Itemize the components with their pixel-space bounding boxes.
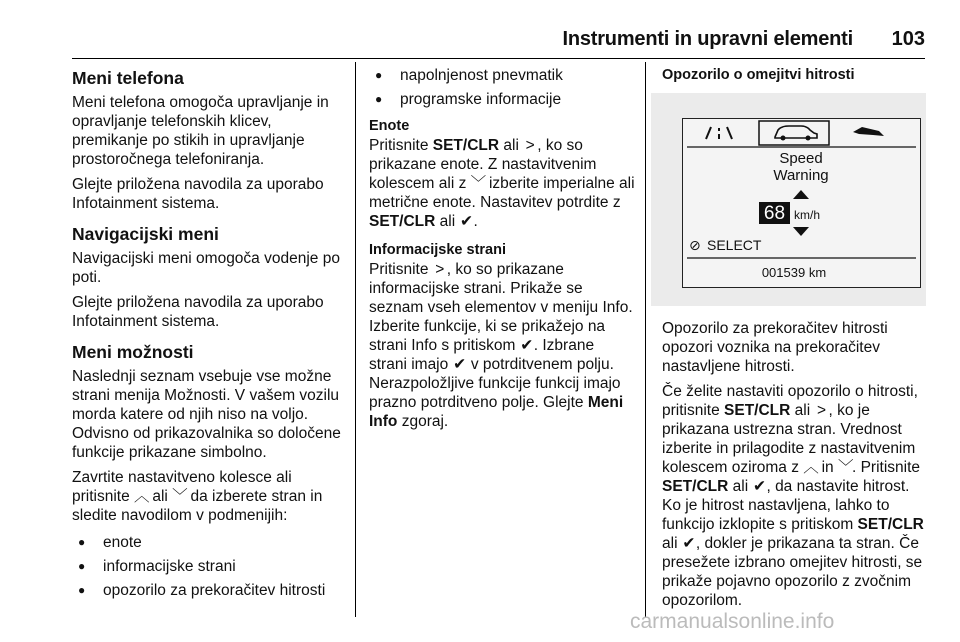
- chevron-up-icon: ︿: [803, 459, 819, 476]
- road-icon: [706, 127, 732, 139]
- options-list-continued: [369, 66, 635, 109]
- chevron-down-icon: ﹀: [837, 459, 854, 476]
- heading-units: Enote: [369, 118, 410, 134]
- paragraph-info-pages: Pritisnite > , ko so prikazane informacijske strani. Prikaže se seznam vseh elementov v meniju Info. Izberite funkcije, ki se prikažejo na strani Info s pritiskom ✔. Izbrane strani imajo ✔ v potrditvenem polju. Nerazpoložljive funkcije funkcij imajo prazno potrditveno polje. Glejte Meni Info zgoraj.: [369, 261, 633, 430]
- driver-info-display: [682, 118, 921, 288]
- paragraph-speed-setup: Če želite nastaviti opozorilo o hitrosti, pritisnite SET/CLR ali > , ko je prikazana ustrezna stran. Vrednost izberite in prilagodite z nastavitvenim kolescem oziroma z ︿ in ﹀. Pritisnite SET/CLR ali ✔, da nastavite hitrost. Ko je hitrost nastavljena, lahko to funkcijo izklopite s pritiskom SET/CLR ali ✔, dokler je prikazana ta stran. Če presežete izbrano omejitev hitrosti, se prikaže pojavno opozorilo z zvočnim opozorilom.: [662, 383, 924, 609]
- column-3-text: [662, 319, 927, 616]
- select-label: SELECT: [707, 237, 762, 253]
- chevron-up-icon: ︿: [134, 488, 150, 505]
- chevron-down-icon: ﹀: [470, 175, 487, 192]
- paragraph-turn-wheel: Zavrtite nastavitveno kolesce ali pritisnite ︿ ali ﹀ da izberete stran in sledite navodilom v podmenijih:: [72, 469, 323, 524]
- paragraph-navigation: Navigacijski meni omogoča vodenje po poti.: [72, 250, 340, 286]
- heading-phone-menu: Meni telefona: [72, 68, 184, 88]
- display-line-speed: Speed: [779, 150, 823, 167]
- column-divider-1: [355, 62, 356, 617]
- heading-info-pages: Informacijske strani: [369, 242, 506, 258]
- list-item: ● enote: [72, 533, 344, 552]
- check-icon: ✔: [453, 356, 467, 373]
- heading-options-menu: Meni možnosti: [72, 342, 194, 362]
- paragraph-phone-ref: Glejte priložena navodila za uporabo Infotainment sistema.: [72, 176, 324, 212]
- list-item: ● informacijske strani: [72, 557, 344, 576]
- speed-unit: km/h: [794, 208, 821, 222]
- odometer: 001539 km: [761, 265, 827, 280]
- tyre-icon: [853, 127, 884, 136]
- list-item: ● programske informacije: [369, 90, 635, 109]
- check-icon: ✔: [520, 337, 534, 354]
- paragraph-units: Pritisnite SET/CLR ali > , ko so prikazane enote. Z nastavitvenim kolescem ali z ﹀ izberite imperialne ali metrične enote. Nastavitev potrdite z SET/CLR ali ✔.: [369, 137, 635, 230]
- page-number: 103: [891, 28, 925, 50]
- heading-speed-warning: Opozorilo o omejitvi hitrosti: [662, 67, 855, 83]
- display-line-warning: Warning: [773, 167, 829, 184]
- car-icon: [775, 126, 817, 141]
- speed-value: 68: [763, 203, 786, 224]
- paragraph-phone: Meni telefona omogoča upravljanje in opravljanje telefonskih klicev, premikanje po stikih in upravljanje prostoročnega telefoniranja.: [72, 94, 329, 168]
- chevron-right-icon: >: [435, 261, 445, 278]
- check-icon: ✔: [752, 478, 766, 495]
- check-icon: ✔: [459, 213, 473, 230]
- paragraph-options: Naslednji seznam vsebuje vse možne strani menija Možnosti. V vašem vozilu morda katere od njih niso na voljo. Odvisno od prikazovalnika so določene funkcije prikazane simbolno.: [72, 368, 341, 461]
- chevron-right-icon: >: [816, 402, 827, 419]
- header-rule: [72, 58, 925, 59]
- page-header: [72, 28, 925, 62]
- list-item: ● opozorilo za prekoračitev hitrosti: [72, 581, 344, 600]
- column-2: [369, 66, 635, 437]
- paragraph-navigation-ref: Glejte priložena navodila za uporabo Infotainment sistema.: [72, 294, 324, 330]
- selected-tab-frame: [759, 121, 829, 145]
- column-divider-2: [645, 62, 646, 617]
- arrow-down-icon: [793, 227, 809, 236]
- column-1: [72, 62, 344, 605]
- list-item: ● napolnjenost pnevmatik: [369, 66, 635, 85]
- chevron-right-icon: >: [525, 137, 535, 154]
- chevron-down-icon: ﹀: [172, 488, 188, 505]
- watermark: carmanualsonline.info: [630, 610, 835, 633]
- heading-navigation-menu: Navigacijski meni: [72, 224, 219, 244]
- options-list: [72, 533, 344, 600]
- confirm-icon: ⊘: [689, 238, 701, 254]
- display-graphic: [683, 119, 920, 287]
- paragraph-speed-intro: Opozorilo za prekoračitev hitrosti opozori voznika na prekoračitev nastavljene hitrosti.: [662, 320, 888, 375]
- header-title: Instrumenti in upravni elementi: [562, 28, 853, 50]
- arrow-up-icon: [793, 190, 809, 199]
- column-3: [662, 66, 927, 85]
- check-icon: ✔: [682, 535, 696, 552]
